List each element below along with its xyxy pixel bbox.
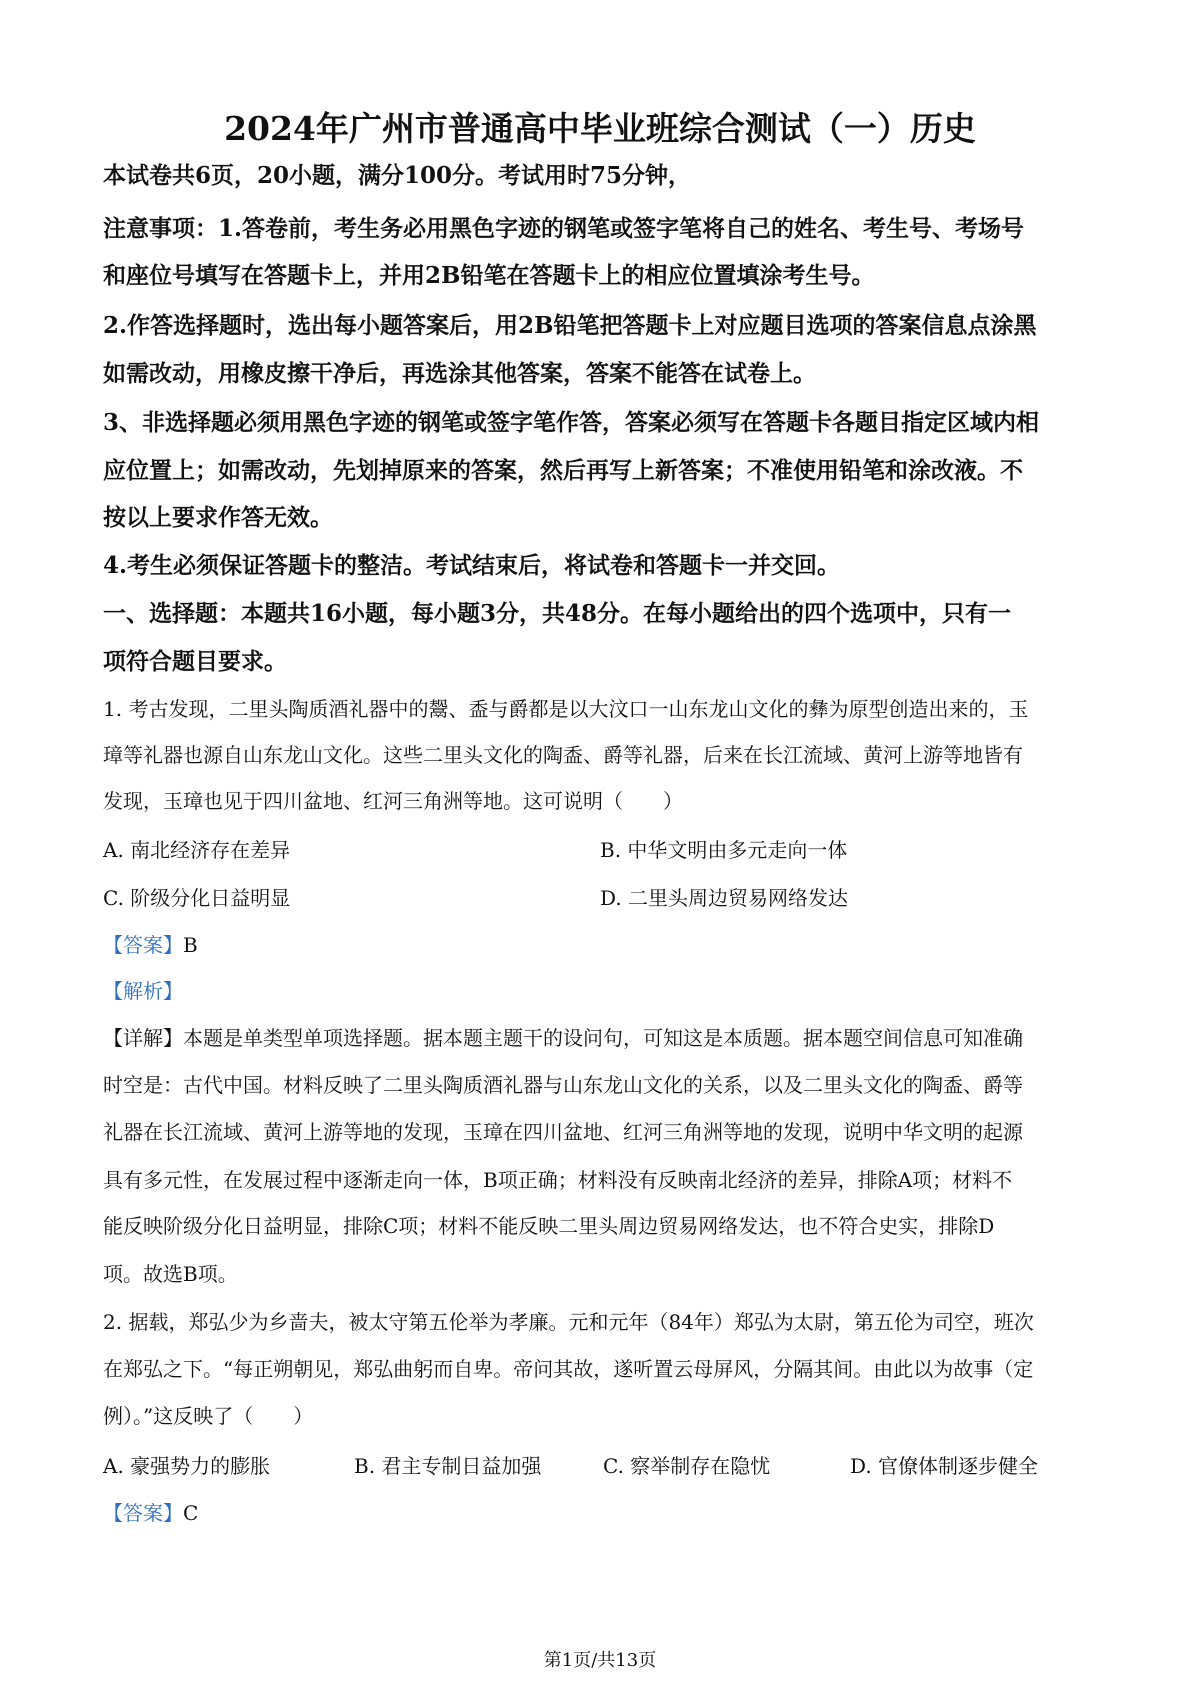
question-1-stem: 璋等礼器也源自山东龙山文化。这些二里头文化的陶盉、爵等礼器，后来在长江流域、黄河上游等地皆有 (103, 743, 1023, 767)
question-2-answer (103, 1497, 198, 1526)
question-1-stem: 1. 考古发现，二里头陶质酒礼器中的鬶、盉与爵都是以大汶口一山东龙山文化的彝为原型创造出来的，玉 (103, 697, 1029, 721)
section-heading: 项符合题目要求。 (103, 648, 287, 675)
detail-text: 时空是：古代中国。材料反映了二里头陶质酒礼器与山东龙山文化的关系，以及二里头文化的陶盉、爵等 (103, 1073, 1023, 1097)
answer-value: B (183, 933, 198, 957)
intro-line: 和座位号填写在答题卡上，并用2B铅笔在答题卡上的相应位置填涂考生号。 (103, 262, 875, 289)
question-1-option-d: D. 二里头周边贸易网络发达 (600, 886, 849, 910)
question-2-option-a: A. 豪强势力的膨胀 (103, 1454, 271, 1478)
intro-line: 本试卷共6页，20小题，满分100分。考试用时75分钟， (103, 162, 692, 189)
page-number: 第1页/共13页 (543, 1650, 657, 1671)
analysis-tag: 【解析】 (103, 979, 183, 1003)
intro-line: 应位置上；如需改动，先划掉原来的答案，然后再写上新答案；不准使用铅笔和涂改液。不 (103, 457, 1023, 484)
intro-line: 2.作答选择题时，选出每小题答案后，用2B铅笔把答题卡上对应题目选项的答案信息点涂黑 (103, 312, 1037, 339)
question-2-stem: 例）。”这反映了（ ） (103, 1404, 314, 1428)
answer-tag: 【答案】 (103, 1501, 183, 1525)
question-2-option-b: B. 君主专制日益加强 (354, 1454, 542, 1478)
detail-text: 礼器在长江流域、黄河上游等地的发现，玉璋在四川盆地、红河三角洲等地的发现，说明中华文明的起源 (103, 1120, 1023, 1144)
section-heading: 一、选择题：本题共16小题，每小题3分，共48分。在每小题给出的四个选项中，只有一 (103, 600, 1012, 627)
question-1-detail (103, 1022, 1023, 1051)
question-1-stem: 发现，玉璋也见于四川盆地、红河三角洲等地。这可说明（ ） (103, 789, 683, 813)
detail-text: 本题是单类型单项选择题。据本题主题干的设问句，可知这是本质题。据本题空间信息可知准确 (183, 1026, 1023, 1050)
detail-text: 项。故选B项。 (103, 1262, 238, 1286)
question-1-option-b: B. 中华文明由多元走向一体 (600, 838, 848, 862)
intro-line: 3、非选择题必须用黑色字迹的钢笔或签字笔作答，答案必须写在答题卡各题目指定区域内相 (103, 409, 1040, 436)
intro-line: 按以上要求作答无效。 (103, 504, 333, 531)
question-2-option-d: D. 官僚体制逐步健全 (850, 1454, 1039, 1478)
question-1-option-a: A. 南北经济存在差异 (103, 838, 291, 862)
intro-line: 如需改动，用橡皮擦干净后，再选涂其他答案，答案不能答在试卷上。 (103, 360, 816, 387)
question-2-option-c: C. 察举制存在隐忧 (603, 1454, 771, 1478)
intro-line: 4.考生必须保证答题卡的整洁。考试结束后，将试卷和答题卡一并交回。 (103, 552, 841, 579)
answer-value: C (183, 1501, 199, 1525)
answer-tag: 【答案】 (103, 933, 183, 957)
detail-text: 具有多元性，在发展过程中逐渐走向一体，B项正确；材料没有反映南北经济的差异，排除A项；材料不 (103, 1168, 1013, 1192)
question-1-option-c: C. 阶级分化日益明显 (103, 886, 291, 910)
question-2-stem: 在郑弘之下。“每正朔朝见，郑弘曲躬而自卑。帝问其故，遂听置云母屏风，分隔其间。由此以为故事（定 (103, 1357, 1034, 1381)
intro-line: 注意事项：1.答卷前，考生务必用黑色字迹的钢笔或签字笔将自己的姓名、考生号、考场号 (103, 215, 1025, 242)
detail-tag: 【详解】 (103, 1026, 183, 1050)
question-2-stem: 2. 据载，郑弘少为乡啬夫，被太守第五伦举为孝廉。元和元年（84年）郑弘为太尉，第五伦为司空，班次 (103, 1310, 1034, 1334)
detail-text: 能反映阶级分化日益明显，排除C项；材料不能反映二里头周边贸易网络发达，也不符合史实，排除D (103, 1214, 995, 1238)
page-title: 2024年广州市普通高中毕业班综合测试（一）历史 (224, 109, 976, 148)
question-1-answer (103, 929, 198, 958)
